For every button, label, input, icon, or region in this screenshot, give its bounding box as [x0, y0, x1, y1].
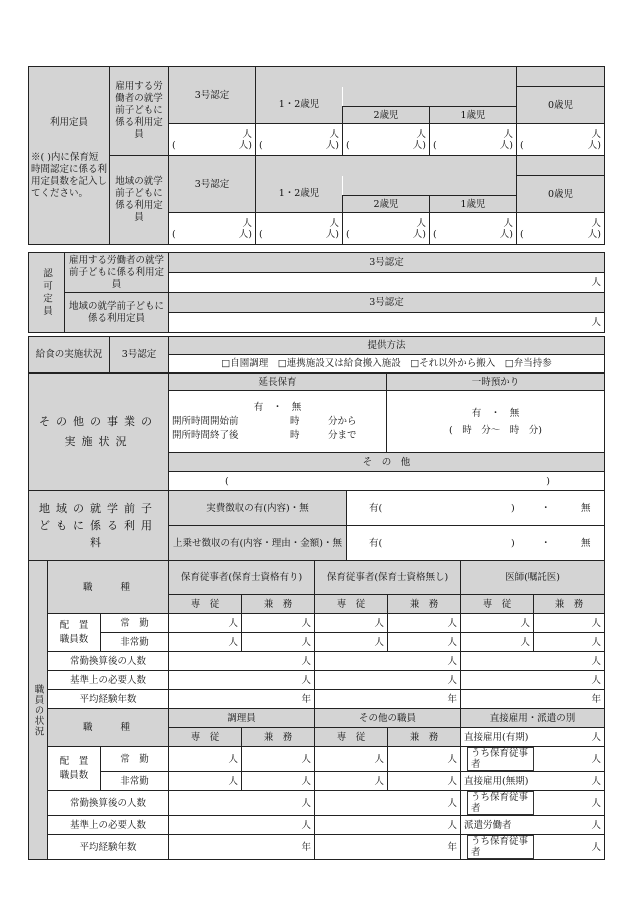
cell-text: 開所時間終了後 [172, 430, 239, 441]
cell-text: 人) [412, 139, 426, 151]
approved-table [28, 252, 605, 333]
cell-text: ( [172, 139, 176, 151]
table-cell: 人 [169, 791, 315, 816]
capacity-main-label: 利用定員 [49, 117, 88, 128]
others-header: そ の 他 [169, 453, 605, 472]
others-value[interactable] [169, 472, 605, 491]
table-cell [343, 124, 430, 156]
table-cell: 兼 務 [242, 595, 315, 614]
cell-text: 人 [242, 217, 252, 229]
table-cell: 専 従 [315, 595, 388, 614]
staff-converted-row [29, 652, 605, 671]
fee-label: 地域の就学前子どもに係る利用料 [29, 491, 169, 561]
other-table [28, 373, 605, 491]
table-cell: 人 [169, 652, 315, 671]
table-cell [461, 747, 534, 772]
approved-employee-label: 雇用する労働者の就学前子どもに係る利用定員 [65, 253, 169, 293]
table-cell: 平均経験年数 [48, 690, 169, 709]
cell-text: 人) [499, 228, 514, 240]
header-12: 1・2歳児 [256, 87, 343, 124]
fee-actual-value[interactable] [347, 491, 605, 526]
cell-text: ( [346, 228, 350, 240]
table-cell: 専 従 [315, 728, 388, 747]
cell-text: 人) [499, 139, 514, 151]
staff2-regular-row [29, 747, 605, 772]
other-staff-header: その他の職員 [315, 709, 461, 728]
cell-text: 人) [325, 139, 339, 151]
cell-text: 人 [242, 128, 252, 140]
local-header-spacer [256, 156, 517, 176]
table-cell: 人 [388, 772, 461, 791]
table-cell: 人 [388, 747, 461, 772]
header-1: 1歳児 [430, 107, 517, 124]
cell-text: ) [546, 475, 550, 487]
table-cell: 年 [169, 835, 315, 860]
cell-text: ( [346, 139, 350, 151]
table-cell: 兼 務 [534, 595, 605, 614]
cell-text: 人) [587, 139, 602, 151]
other-label: その他の事業の実施状況 [29, 374, 169, 491]
table-cell: 人 [315, 633, 388, 652]
staff-regular-row [29, 614, 605, 633]
header-spacer [256, 67, 517, 87]
table-cell: 人 [242, 633, 315, 652]
staff-years-row [29, 690, 605, 709]
approved-local-value: 人 [169, 313, 605, 333]
header-spacer-2 [343, 87, 517, 107]
cell-text: ( [172, 228, 176, 240]
cell-text: ( [259, 228, 263, 240]
cell-text: 人 [503, 217, 514, 229]
table-cell [461, 835, 534, 860]
cell-text: 認可定員 [41, 267, 52, 318]
fee-extra-label: 上乗せ徴収の有(内容・理由・金額)・無 [169, 526, 347, 561]
table-cell: 人 [315, 652, 461, 671]
cell-text: 人 [503, 128, 514, 140]
placement-label-2: 配 置 職員数 [48, 747, 101, 791]
table-cell: 人 [169, 614, 242, 633]
table-cell: 直接雇用(無期) [461, 772, 534, 791]
cell-text: 有 ・ 無 [253, 402, 302, 413]
cell-text: 人) [238, 139, 252, 151]
table-cell [430, 124, 517, 156]
meals-table [28, 336, 605, 373]
cell-text: 有( [369, 502, 383, 514]
table-cell: 人 [534, 633, 605, 652]
cell-text: ・ [541, 537, 551, 549]
cell-text: 人 [329, 128, 339, 140]
table-cell: 人 [169, 816, 315, 835]
cell-text: 無 [581, 502, 591, 514]
table-cell [169, 213, 256, 245]
table-cell: 人 [169, 633, 242, 652]
fee-actual-label: 実費徴収の有(内容)・無 [169, 491, 347, 526]
capacity-table [28, 66, 605, 245]
table-cell: 専 従 [169, 728, 242, 747]
local-header-3go: 3号認定 [169, 156, 256, 213]
local-header-12: 1・2歳児 [256, 176, 343, 213]
table-cell: 人 [169, 747, 242, 772]
cell-text: 人 [591, 217, 602, 229]
table-cell [343, 213, 430, 245]
table-cell [256, 213, 343, 245]
table-cell: 人 [534, 816, 605, 835]
table-cell: 兼 務 [242, 728, 315, 747]
cell-text: 人) [238, 228, 252, 240]
cell-text: 人) [587, 228, 602, 240]
cell-text: ( [520, 139, 524, 151]
table-cell: 人 [315, 772, 388, 791]
capacity-note: ※( )内に保育短時間認定に係る利用定員数を記入してください。 [31, 152, 108, 199]
nurse-qualified-header: 保育従事者(保育士資格有り) [169, 561, 315, 595]
employee-capacity-label: 雇用する労働者の就学前子どもに係る利用定員 [110, 67, 169, 156]
placement-label: 配 置 職員数 [48, 614, 101, 652]
table-cell: 人 [388, 633, 461, 652]
cell-text: ・ [541, 502, 551, 514]
table-cell: 常 勤 [101, 747, 169, 772]
table-cell: 常勤換算後の人数 [48, 652, 169, 671]
table-cell: 兼 務 [388, 595, 461, 614]
table-cell: 人 [388, 614, 461, 633]
table-cell: 年 [315, 690, 461, 709]
job-type-header-2: 職 種 [48, 709, 169, 747]
meals-options[interactable]: □自園調理 □連携施設又は給食搬入施設 □それ以外から搬入 □弁当持参 [169, 355, 605, 373]
cell-text: 人 [591, 128, 602, 140]
table-cell: 常勤換算後の人数 [48, 791, 169, 816]
header-2: 2歳児 [343, 107, 430, 124]
staff2-years-row [29, 835, 605, 860]
table-cell: 人 [315, 747, 388, 772]
approved-label [29, 253, 65, 333]
table-cell: 人 [461, 671, 605, 690]
cell-text: 時 [290, 416, 300, 427]
table-cell: 人 [315, 614, 388, 633]
meals-sub: 3号認定 [110, 337, 169, 373]
table-cell: 平均経験年数 [48, 835, 169, 860]
meals-label: 給食の実施状況 [29, 337, 110, 373]
table-cell [430, 213, 517, 245]
local-header-spacer-0 [517, 156, 605, 176]
local-header-0: 0歳児 [517, 176, 605, 213]
table-cell: 専 従 [461, 595, 534, 614]
cell-text: うち保育従事者 [467, 747, 534, 771]
cell-text: 分まで [328, 430, 357, 441]
table-cell: 派遣労働者 [461, 816, 534, 835]
staff-table [28, 560, 605, 860]
extended-header: 延長保育 [169, 374, 387, 391]
table-cell: 人 [315, 671, 461, 690]
table-cell: 人 [169, 772, 242, 791]
temp-header: 一時預かり [387, 374, 605, 391]
staff-required-row [29, 671, 605, 690]
table-cell: 人 [169, 671, 315, 690]
header-3go: 3号認定 [169, 67, 256, 124]
local-capacity-label: 地域の就学前子どもに係る利用定員 [110, 156, 169, 245]
staff-nonregular-row [29, 633, 605, 652]
table-cell [461, 791, 534, 816]
table-cell: 年 [461, 690, 605, 709]
table-cell: 人 [315, 816, 461, 835]
local-header-spacer-2 [343, 176, 517, 196]
cell-text: ) [511, 502, 515, 514]
cook-header: 調理員 [169, 709, 315, 728]
table-cell [256, 124, 343, 156]
table-cell: 人 [534, 747, 605, 772]
table-cell [169, 124, 256, 156]
cell-text: 人 [416, 128, 426, 140]
local-header-2: 2歳児 [343, 196, 430, 213]
cell-text: 有( [369, 537, 383, 549]
staff2-required-row [29, 816, 605, 835]
table-cell: 人 [534, 791, 605, 816]
temp-detail[interactable] [387, 391, 605, 453]
staff-label [29, 561, 48, 860]
cell-text: 人) [412, 228, 426, 240]
cell-text: うち保育従事者 [467, 835, 534, 859]
cell-text: うち保育従事者 [467, 791, 534, 815]
direct-header: 直接雇用・派遣の別 [461, 709, 605, 728]
approved-employee-value: 人 [169, 273, 605, 293]
approved-local-label: 地域の就学前子どもに係る利用定員 [65, 293, 169, 333]
meals-method-header: 提供方法 [169, 337, 605, 355]
cell-text: 時 [290, 430, 300, 441]
cell-text: 職員の状況 [32, 683, 44, 737]
table-cell: 年 [315, 835, 461, 860]
table-cell: 基準上の必要人数 [48, 671, 169, 690]
cell-text: 無 [581, 537, 591, 549]
staff2-nonregular-row [29, 772, 605, 791]
table-cell: 年 [169, 690, 315, 709]
nurse-unqualified-header: 保育従事者(保育士資格無し) [315, 561, 461, 595]
cell-text: ( [433, 139, 437, 151]
cell-text: ) [511, 537, 515, 549]
table-cell: 人 [242, 614, 315, 633]
header-0: 0歳児 [517, 87, 605, 124]
table-cell: 基準上の必要人数 [48, 816, 169, 835]
cell-text: ( [259, 139, 263, 151]
table-cell: 専 従 [169, 595, 242, 614]
table-cell [517, 124, 605, 156]
table-cell: 人 [534, 728, 605, 747]
doctor-header: 医師(嘱託医) [461, 561, 605, 595]
fee-extra-value[interactable] [347, 526, 605, 561]
table-cell: 直接雇用(有期) [461, 728, 534, 747]
cell-text: 人 [416, 217, 426, 229]
table-cell: 人 [534, 835, 605, 860]
table-cell: 人 [534, 614, 605, 633]
cell-text: ( 時 分～ 時 分) [449, 424, 542, 436]
approved-local-3go: 3号認定 [169, 293, 605, 313]
capacity-side-label [29, 67, 110, 245]
table-cell: 常 勤 [101, 614, 169, 633]
table-cell: 人 [461, 652, 605, 671]
cell-text: ( [225, 475, 229, 487]
header-spacer-0 [517, 67, 605, 87]
local-header-1: 1歳児 [430, 196, 517, 213]
table-cell [517, 213, 605, 245]
extended-detail[interactable] [169, 391, 387, 453]
table-cell: 非常勤 [101, 772, 169, 791]
staff2-converted-row [29, 791, 605, 816]
table-cell: 人 [461, 614, 534, 633]
cell-text: 分から [328, 416, 357, 427]
table-cell: 人 [461, 633, 534, 652]
cell-text: 人) [325, 228, 339, 240]
job-type-header: 職 種 [48, 561, 169, 614]
approved-employee-3go: 3号認定 [169, 253, 605, 273]
table-cell: 兼 務 [388, 728, 461, 747]
fee-table [28, 490, 605, 561]
table-cell: 人 [242, 772, 315, 791]
cell-text: 有 ・ 無 [471, 407, 520, 419]
cell-text: ( [520, 228, 524, 240]
table-cell: 非常勤 [101, 633, 169, 652]
table-cell: 人 [315, 791, 461, 816]
cell-text: ( [433, 228, 437, 240]
cell-text: 開所時間開始前 [172, 416, 239, 427]
table-cell: 人 [242, 747, 315, 772]
table-cell: 人 [534, 772, 605, 791]
cell-text: 人 [329, 217, 339, 229]
